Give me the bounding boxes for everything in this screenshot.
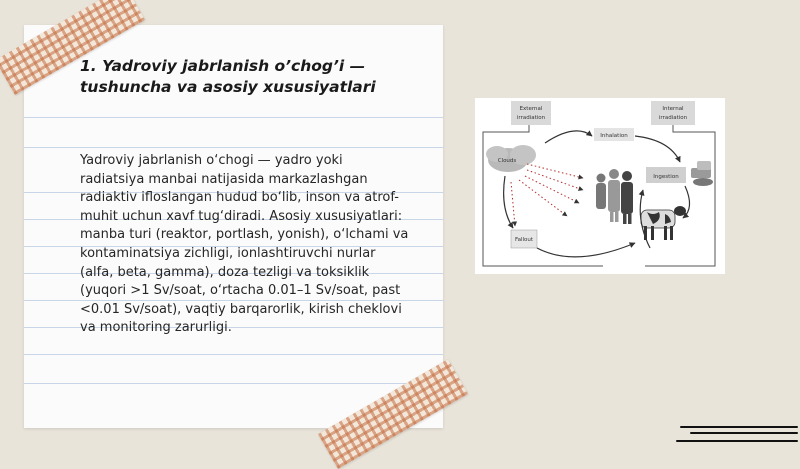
decorative-stroke bbox=[680, 426, 798, 428]
paper-rule bbox=[24, 117, 443, 118]
cow-icon bbox=[641, 206, 686, 240]
external-bracket bbox=[483, 125, 603, 266]
internal-label-line1: Internal bbox=[662, 106, 684, 112]
internal-bracket bbox=[645, 125, 715, 266]
people-icon bbox=[596, 169, 633, 224]
inhalation-label: Inhalation bbox=[600, 133, 628, 139]
slide-body-text: Yadroviy jabrlanish o‘chogi — yadro yoki radiatsiya manbai natijasida markazlashgan radiaktiv ifloslangan hudud bo‘lib, inson va atrof-muhit uchun xavf tug‘diradi. Asosiy xususiyatlari: manba turi (reaktor, portlash, yonish), o‘lchami va kontaminatsiya zichligi, ionlashtiruvchi nurlar (alfa, beta, gamma), doza tezligi va toksiklik (yuqori >1 Sv/soat, o‘rtacha 0.01–1 Sv/soat, past <0.01 Sv/soat), vaqtiy barqarorlik, kirish cheklovi va monitoring zarurligi. bbox=[80, 153, 409, 336]
irradiation-diagram bbox=[475, 98, 725, 274]
slide-title: 1. Yadroviy jabrlanish o’chog’i — tushuncha va asosiy xususiyatlari bbox=[80, 57, 376, 96]
fallout-label: Fallout bbox=[514, 237, 534, 243]
food-icon bbox=[691, 161, 713, 186]
internal-label-line2: irradiation bbox=[658, 115, 688, 121]
external-label-line2: irradiation bbox=[516, 115, 546, 121]
external-label-line1: External bbox=[519, 106, 543, 112]
decorative-stroke bbox=[676, 440, 798, 442]
paper-rule bbox=[24, 354, 443, 355]
paper-rule bbox=[24, 383, 443, 384]
decorative-stroke bbox=[690, 432, 798, 434]
irradiation-diagram-svg bbox=[475, 98, 725, 274]
ingestion-label: Ingestion bbox=[653, 174, 679, 180]
internal-label-box bbox=[651, 101, 695, 125]
fallout-dotted-lines bbox=[511, 164, 583, 226]
clouds-label: Clouds bbox=[497, 158, 517, 164]
external-label-box bbox=[511, 101, 551, 125]
paper-rule bbox=[24, 147, 443, 148]
